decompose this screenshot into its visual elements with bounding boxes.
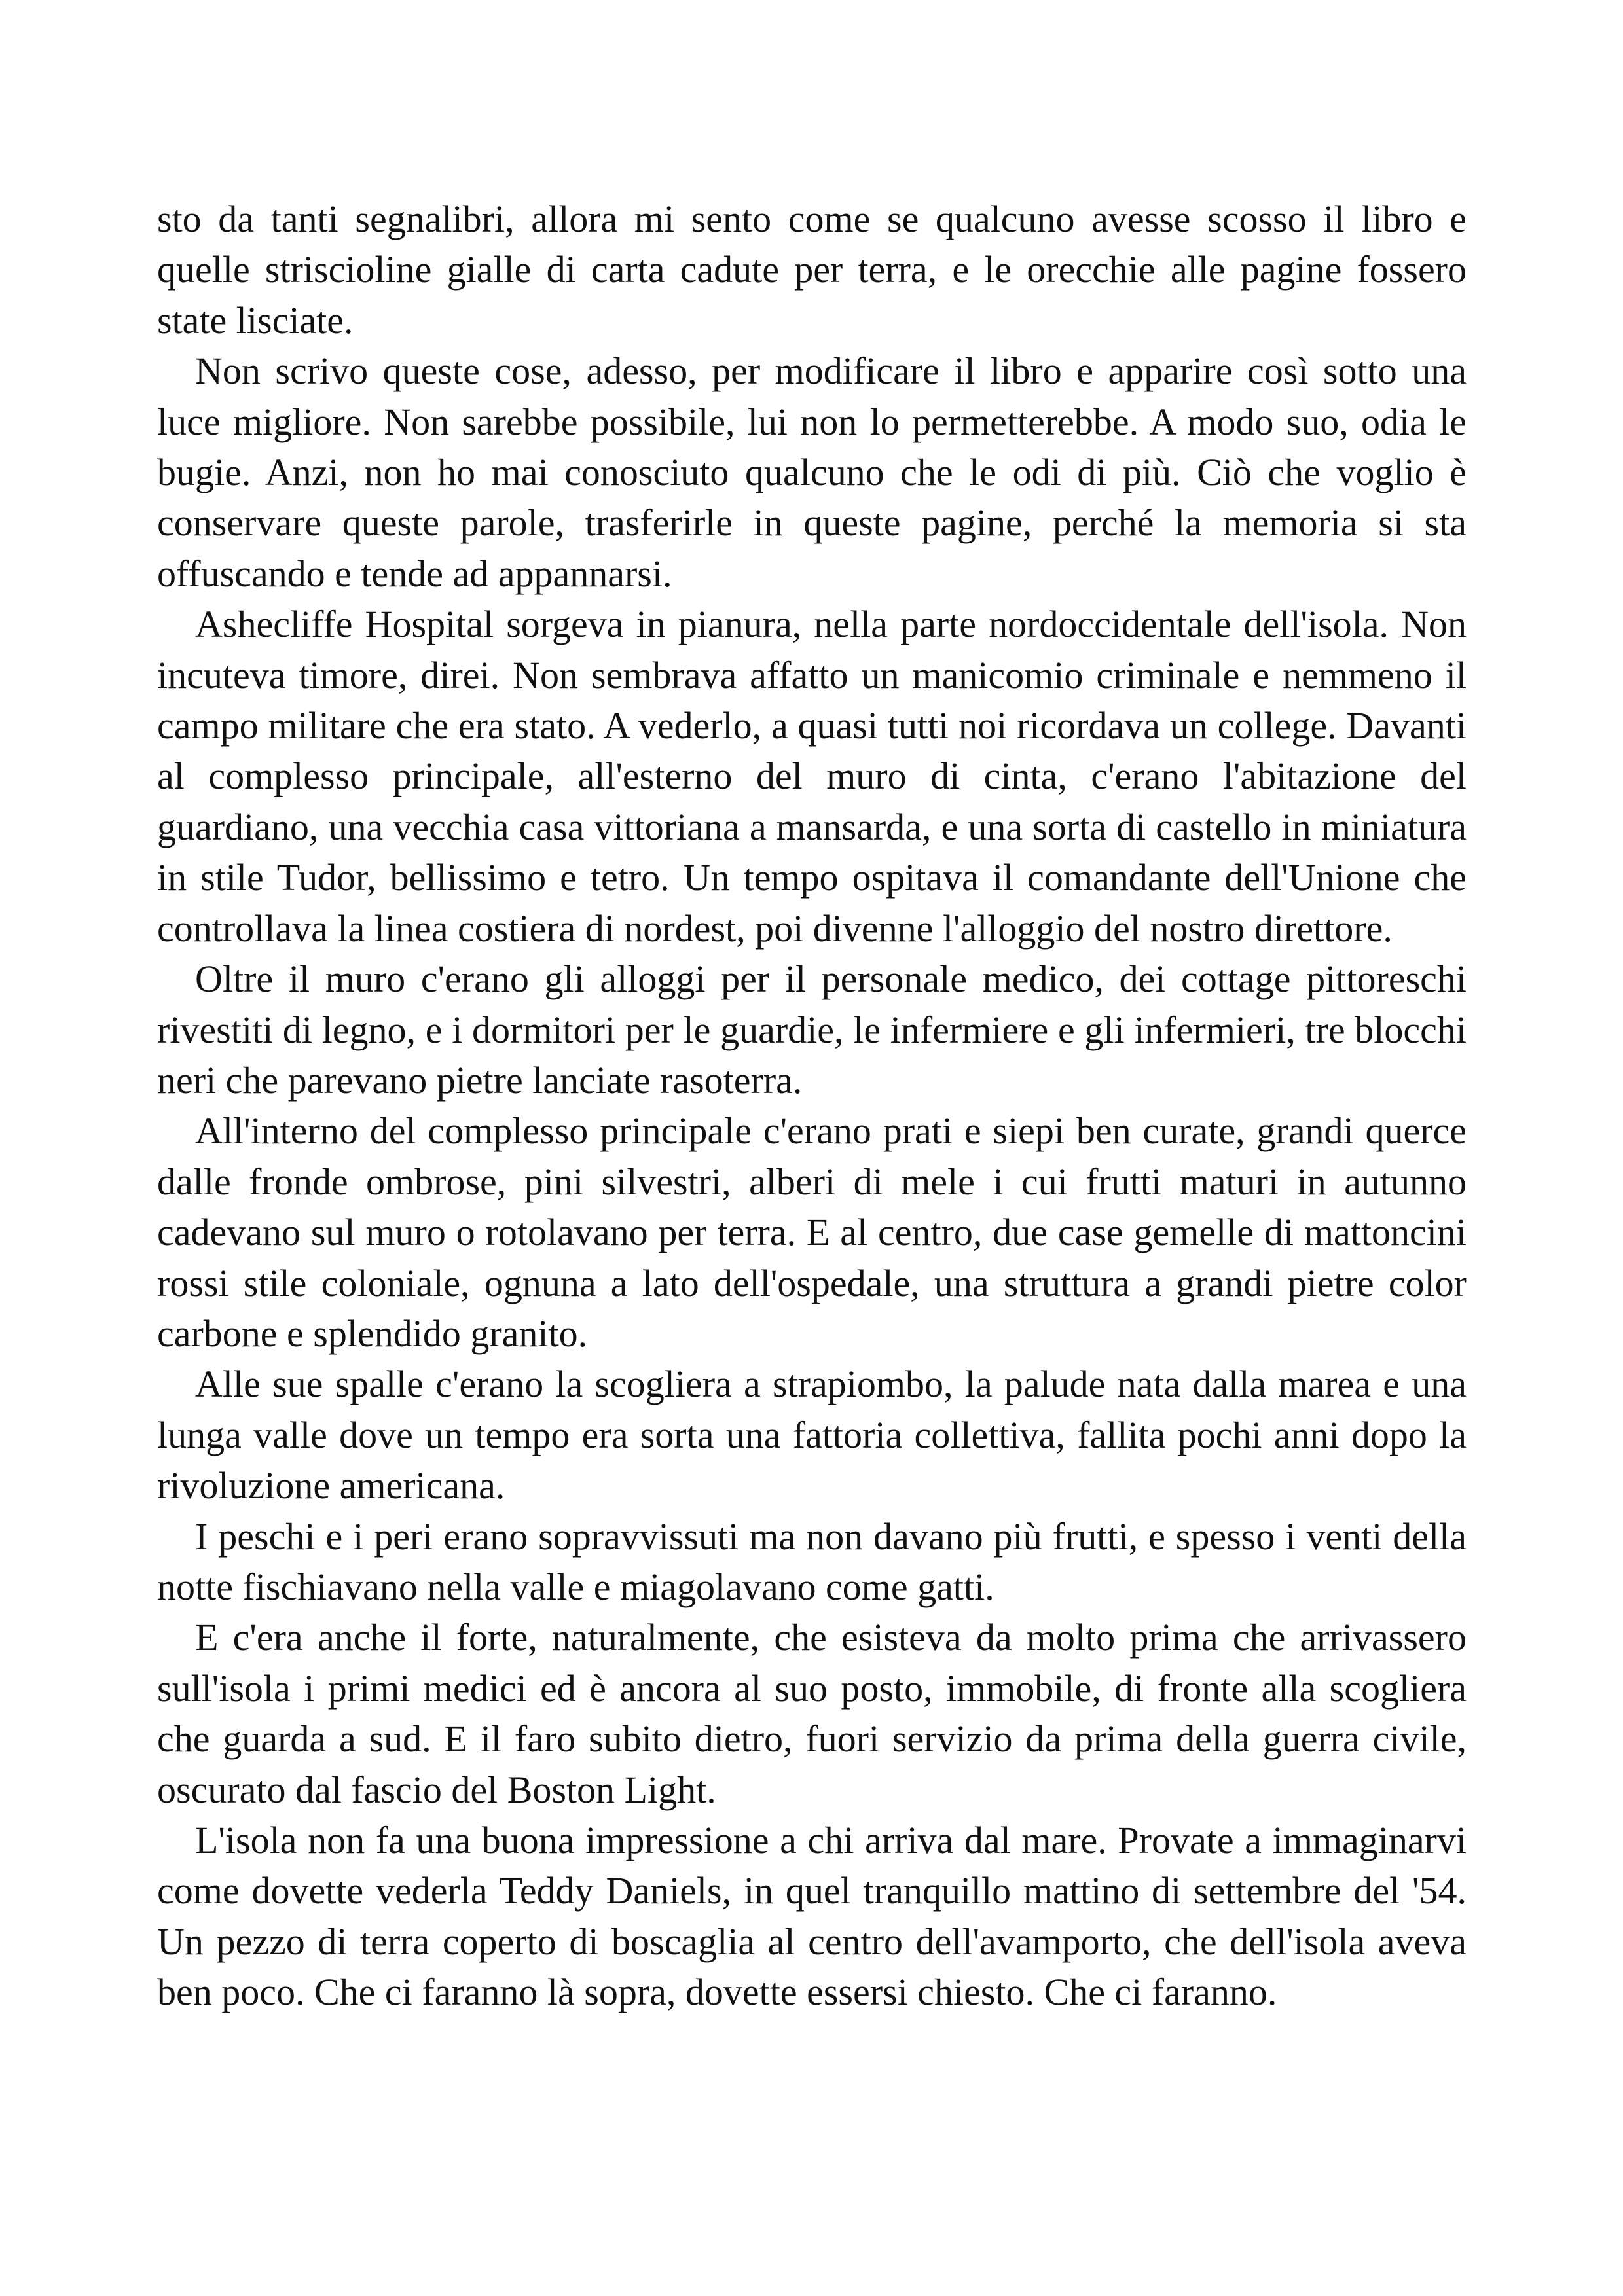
paragraph-9: L'isola non fa una buona impressione a chi arriva dal mare. Provate a immaginarvi come dovette vederla Teddy Daniels, in quel tranquillo mattino di settembre del '54. Un pezzo di terra coperto di boscaglia al centro dell'avamporto, che dell'isola aveva ben poco. Che ci faranno là sopra, dovette essersi chiesto. Che ci faranno.	[157, 1819, 1467, 2014]
paragraph-2: Non scrivo queste cose, adesso, per modificare il libro e apparire così sotto una luce migliore. Non sarebbe possibile, lui non lo permetterebbe. A modo suo, odia le bugie. Anzi, non ho mai conosciuto qualcuno che le odi di più. Ciò che voglio è conservare queste parole, trasferirle in queste pagine, perché la memoria si sta offuscando e tende ad appannarsi.	[157, 350, 1467, 595]
paragraph-5: All'interno del complesso principale c'erano prati e siepi ben curate, grandi querce dalle fronde ombrose, pini silvestri, alberi di mele i cui frutti maturi in autunno cadevano sul muro o rotolavano per terra. E al centro, due case gemelle di mattoncini rossi stile coloniale, ognuna a lato dell'ospedale, una struttura a grandi pietre color carbone e splendido granito.	[157, 1109, 1467, 1355]
paragraph-8: E c'era anche il forte, naturalmente, che esisteva da molto prima che arrivassero sull'isola i primi medici ed è ancora al suo posto, immobile, di fronte alla scogliera che guarda a sud. E il faro subito dietro, fuori servizio da prima della guerra civile, oscurato dal fascio del Boston Light.	[157, 1616, 1467, 1811]
book-page	[157, 194, 1467, 2018]
paragraph-1: sto da tanti segnalibri, allora mi sento come se qualcuno avesse scosso il libro e quelle striscioline gialle di carta cadute per terra, e le orecchie alle pagine fossero state lisciate.	[157, 198, 1467, 342]
paragraph-4: Oltre il muro c'erano gli alloggi per il personale medico, dei cottage pittoreschi rivestiti di legno, e i dormitori per le guardie, le infermiere e gli infermieri, tre blocchi neri che parevano pietre lanciate rasoterra.	[157, 958, 1467, 1102]
paragraph-3: Ashecliffe Hospital sorgeva in pianura, nella parte nordoccidentale dell'isola. Non incuteva timore, direi. Non sembrava affatto un manicomio criminale e nemmeno il campo militare che era stato. A vederlo, a quasi tutti noi ricordava un college. Davanti al complesso principale, all'esterno del muro di cinta, c'erano l'abitazione del guardiano, una vecchia casa vittoriana a mansarda, e una sorta di castello in miniatura in stile Tudor, bellissimo e tetro. Un tempo ospitava il comandante dell'Unione che controllava la linea costiera di nordest, poi divenne l'alloggio del nostro direttore.	[157, 603, 1467, 950]
paragraph-6: Alle sue spalle c'erano la scogliera a strapiombo, la palude nata dalla marea e una lunga valle dove un tempo era sorta una fattoria collettiva, fallita pochi anni dopo la rivoluzione americana.	[157, 1363, 1467, 1507]
paragraph-7: I peschi e i peri erano sopravvissuti ma non davano più frutti, e spesso i venti della notte fischiavano nella valle e miagolavano come gatti.	[157, 1515, 1467, 1608]
